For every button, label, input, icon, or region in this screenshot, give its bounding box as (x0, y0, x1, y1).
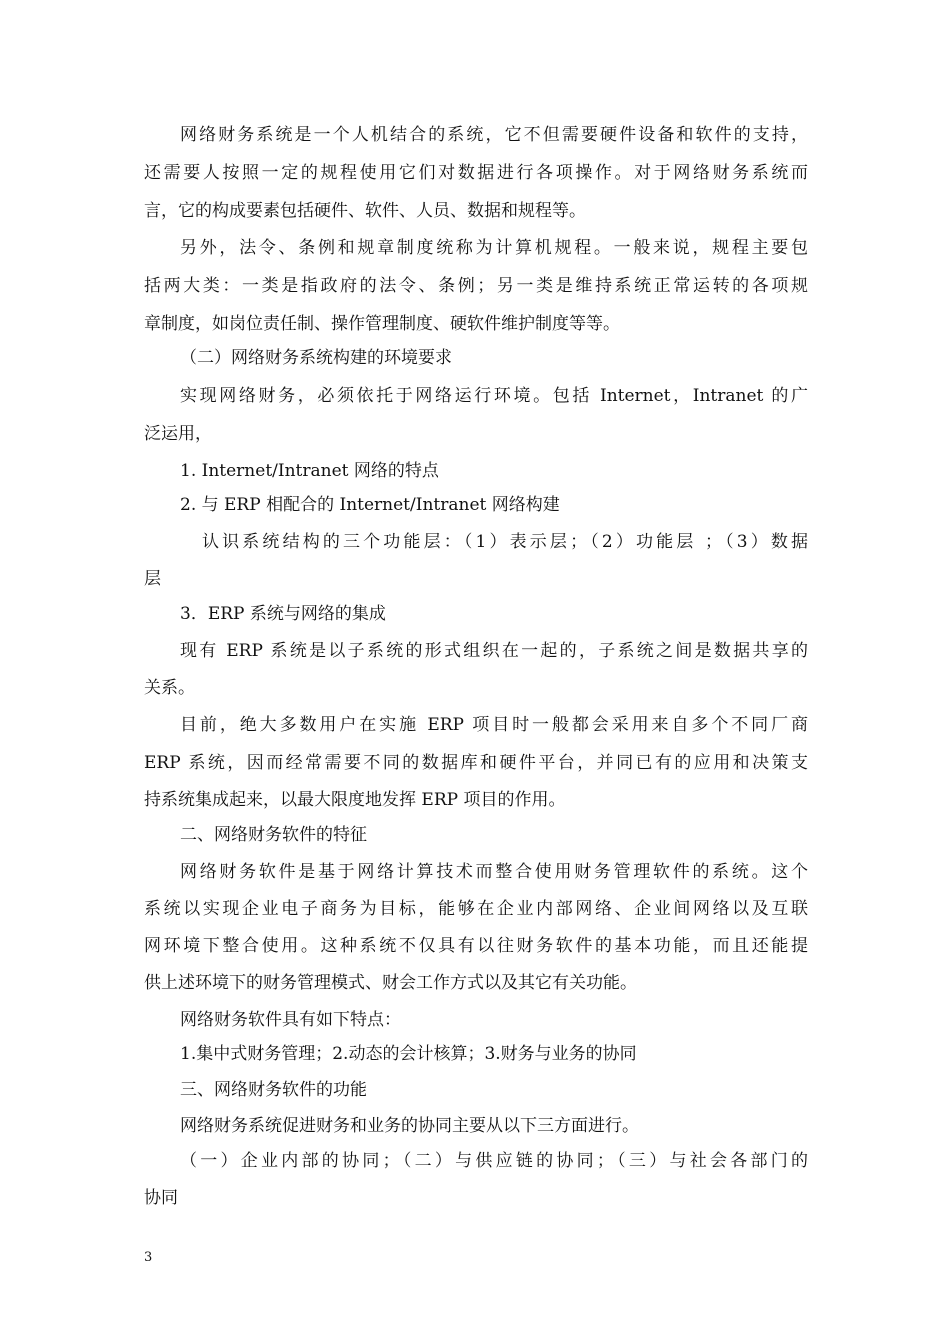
text-line: 现有 ERP 系统是以子系统的形式组织在一起的，子系统之间是数据共享的 (180, 641, 808, 661)
section-heading: 三、网络财务软件的功能 (180, 1080, 367, 1100)
text-line: 层 (144, 569, 161, 589)
text-line: 系统以实现企业电子商务为目标，能够在企业内部网络、企业间网络以及互联 (144, 899, 808, 919)
text-line: 还需要人按照一定的规程使用它们对数据进行各项操作。对于网络财务系统而 (144, 163, 808, 183)
text-line: 关系。 (144, 678, 195, 698)
section-heading: （二）网络财务系统构建的环境要求 (180, 348, 452, 368)
text-line: 供上述环境下的财务管理模式、财会工作方式以及其它有关功能。 (144, 973, 637, 993)
text-line: 目前，绝大多数用户在实施 ERP 项目时一般都会采用来自多个不同厂商 (180, 715, 808, 735)
text-line: 言，它的构成要素包括硬件、软件、人员、数据和规程等。 (144, 201, 586, 221)
text-line: 持系统集成起来，以最大限度地发挥 ERP 项目的作用。 (144, 790, 566, 810)
text-line: （一）企业内部的协同；（二）与供应链的协同；（三）与社会各部门的 (180, 1151, 808, 1171)
section-heading: 二、网络财务软件的特征 (180, 825, 367, 845)
text-line: 网络财务软件是基于网络计算技术而整合使用财务管理软件的系统。这个 (180, 862, 808, 882)
text-line: 章制度，如岗位责任制、操作管理制度、硬软件维护制度等等。 (144, 314, 620, 334)
text-line: 网络财务软件具有如下特点： (180, 1010, 401, 1030)
text-line: 括两大类：一类是指政府的法令、条例；另一类是维持系统正常运转的各项规 (144, 276, 808, 296)
text-line: 网环境下整合使用。这种系统不仅具有以往财务软件的基本功能，而且还能提 (144, 936, 808, 956)
list-item: 2. 与 ERP 相配合的 Internet/Intranet 网络构建 (180, 495, 560, 515)
text-line: 协同 (144, 1188, 178, 1208)
page-number: 3 (144, 1250, 153, 1265)
text-line: 泛运用， (144, 424, 212, 444)
section-heading: 3．ERP 系统与网络的集成 (180, 604, 386, 624)
text-line: 认识系统结构的三个功能层：（1）表示层；（2）功能层 ；（3）数据 (202, 532, 808, 552)
list-item: 1.集中式财务管理；2.动态的会计核算；3.财务与业务的协同 (180, 1044, 637, 1064)
list-item: 1. Internet/Intranet 网络的特点 (180, 461, 439, 481)
text-line: 网络财务系统促进财务和业务的协同主要从以下三方面进行。 (180, 1116, 639, 1136)
text-line: 网络财务系统是一个人机结合的系统，它不但需要硬件设备和软件的支持， (180, 125, 808, 145)
text-line: ERP 系统，因而经常需要不同的数据库和硬件平台，并同已有的应用和决策支 (144, 753, 808, 773)
text-line: 另外，法令、条例和规章制度统称为计算机规程。一般来说，规程主要包 (180, 238, 808, 258)
text-line: 实现网络财务，必须依托于网络运行环境。包括 Internet，Intranet 的广 (180, 386, 808, 406)
